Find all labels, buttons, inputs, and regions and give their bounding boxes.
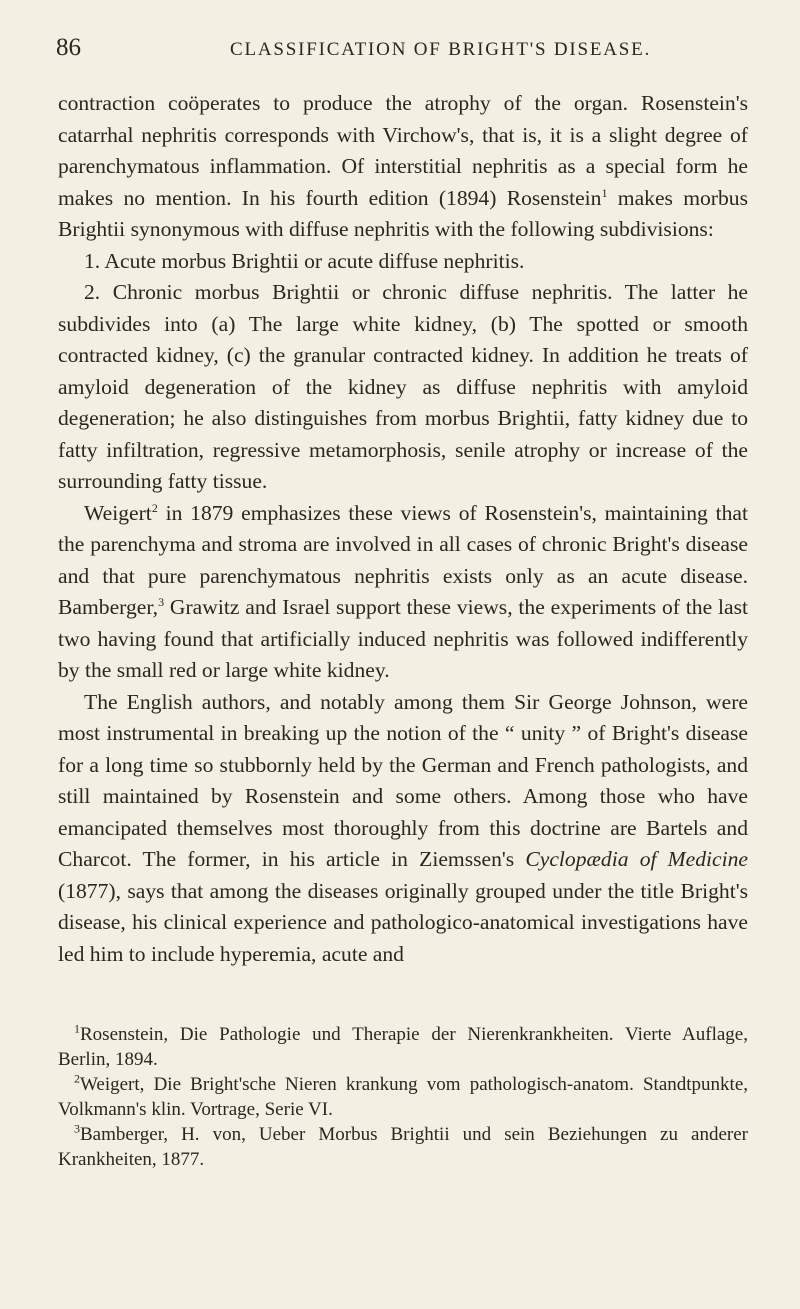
page-number: 86 bbox=[56, 34, 81, 61]
paragraph-2-mid: in 1879 emphasizes these views of Rosenstein's, maintaining that the parenchyma and stroma are involved in all cases of chronic Bright's disease and that pure parenchymatous nephritis exists only as an acute disease. Bamberger, bbox=[58, 500, 748, 619]
footnote-mark: 3 bbox=[74, 1121, 80, 1136]
paragraph-1-text: contraction coöperates to produce the atrophy of the organ. Rosenstein's catarrhal nephritis corresponds with Virchow's, that is, it is a slight degree of parenchymatous inflammation. Of interstitial nephritis as a special form he makes no mention. In his fourth edition (1894) Rosenstein bbox=[58, 91, 748, 210]
paragraph-3-start: The English authors, and notably among them Sir George Johnson, were most instrumental in breaking up the notion of the “ unity ” of Bright's disease for a long time so stubbornly held by the German and French pathologists, and still maintained by Rosenstein and some others. Among those who have emancipated themselves most thoroughly from this doctrine are Bartels and Charcot. The former, in his article in Ziemssen's bbox=[58, 689, 748, 871]
footnote-ref-2: 2 bbox=[151, 500, 158, 515]
paragraph-1-end: makes morbus Brightii synonymous with diffuse nephritis with the following subdivisions: bbox=[58, 185, 748, 241]
footnote-text: Bamberger, H. von, Ueber Morbus Brightii und sein Beziehungen zu anderer Krankheiten, 1877. bbox=[58, 1124, 748, 1170]
footnote-text: Rosenstein, Die Pathologie und Therapie der Nierenkrankheiten. Vierte Auflage, Berlin, 1894. bbox=[58, 1024, 748, 1070]
footnote-3 bbox=[58, 1122, 748, 1172]
body-text bbox=[58, 88, 748, 970]
footnote-ref-1: 1 bbox=[601, 185, 608, 200]
page-header bbox=[56, 34, 760, 64]
footnote-mark: 2 bbox=[74, 1071, 80, 1086]
paragraph-1 bbox=[58, 88, 748, 246]
footnote-1 bbox=[58, 1022, 748, 1072]
footnote-mark: 1 bbox=[74, 1021, 80, 1036]
footnotes bbox=[58, 1022, 748, 1172]
list-item-1: 1. Acute morbus Brightii or acute diffuse nephritis. bbox=[84, 248, 525, 273]
paragraph-3 bbox=[58, 687, 748, 971]
book-title: Cyclopædia of Medicine bbox=[525, 847, 748, 871]
paragraph-2-start: Weigert bbox=[84, 500, 152, 525]
list-item-2: 2. Chronic morbus Brightii or chronic diffuse nephritis. The latter he subdivides into (a) The large white kidney, (b) The spotted or smooth contracted kidney, (c) the granular contracted kidney. In addition he treats of amyloid degeneration of the kidney as diffuse nephritis with amyloid degeneration; he also distinguishes from morbus Brightii, fatty kidney due to fatty infiltration, regressive metamorphosis, senile atrophy or increase of the surrounding fatty tissue. bbox=[58, 280, 748, 493]
paragraph-3-end: (1877), says that among the diseases originally grouped under the title Bright's disease, his clinical experience and pathologico-anatomical investigations have led him to include hyperemia, acute and bbox=[58, 878, 748, 966]
footnote-2 bbox=[58, 1072, 748, 1122]
paragraph-2-end: Grawitz and Israel support these views, the experiments of the last two having found that artificially induced nephritis was followed indifferently by the small red or large white kidney. bbox=[58, 595, 748, 682]
footnote-text: Weigert, Die Bright'sche Nieren krankung vom pathologisch-anatom. Standtpunkte, Volkmann's klin. Vortrage, Serie VI. bbox=[58, 1074, 748, 1120]
running-head: CLASSIFICATION OF BRIGHT'S DISEASE. bbox=[230, 39, 652, 60]
footnote-ref-3: 3 bbox=[158, 594, 165, 609]
paragraph-2 bbox=[58, 498, 748, 687]
